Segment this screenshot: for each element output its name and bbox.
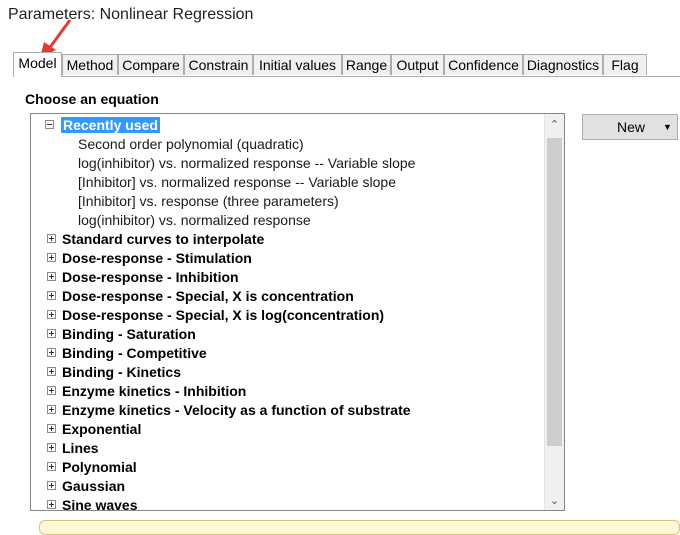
tab-model[interactable]: [13, 52, 62, 77]
tree-group-label: Gaussian: [62, 478, 126, 494]
tree-group-label: Enzyme kinetics - Velocity as a function of substrate: [62, 402, 411, 418]
tree-group-label: Polynomial: [62, 459, 137, 475]
tree-group[interactable]: [47, 230, 264, 249]
tree-item[interactable]: Second order polynomial (quadratic): [78, 136, 304, 152]
tab-diagnostics[interactable]: [523, 54, 603, 75]
info-banner: [39, 520, 680, 535]
tree-group[interactable]: [47, 477, 125, 496]
expand-icon[interactable]: [47, 348, 56, 357]
tree-group[interactable]: [47, 344, 207, 363]
expand-icon[interactable]: [47, 234, 56, 243]
expand-icon[interactable]: [47, 386, 56, 395]
tree-group-label: Standard curves to interpolate: [62, 231, 265, 247]
expand-icon[interactable]: [47, 367, 56, 376]
tab-range[interactable]: [342, 54, 391, 75]
tree-group-label: Dose-response - Stimulation: [62, 250, 252, 266]
tree-item[interactable]: [Inhibitor] vs. normalized response -- Variable slope: [78, 174, 397, 190]
tab-output[interactable]: [391, 54, 444, 75]
tree-group-label: Dose-response - Special, X is concentration: [62, 288, 354, 304]
tree-item[interactable]: log(inhibitor) vs. normalized response -- Variable slope: [78, 155, 416, 171]
tree-group[interactable]: [47, 420, 141, 439]
expand-icon[interactable]: [47, 253, 56, 262]
expand-icon[interactable]: [47, 329, 56, 338]
tree-group-label: Binding - Kinetics: [62, 364, 181, 380]
tab-output-label: Output: [396, 57, 439, 73]
tab-method[interactable]: [62, 54, 118, 75]
section-heading: Choose an equation: [25, 91, 159, 107]
new-equation-button[interactable]: [582, 114, 678, 140]
window-title: Parameters: Nonlinear Regression: [8, 6, 254, 23]
tree-group-recently-used[interactable]: [45, 116, 160, 135]
tree-group[interactable]: [47, 458, 137, 477]
tree-group-label: Recently used: [63, 117, 158, 133]
tree-group[interactable]: [47, 363, 181, 382]
expand-icon[interactable]: [47, 291, 56, 300]
tab-constrain-label: Constrain: [188, 57, 249, 73]
tab-bar: [13, 52, 680, 77]
expand-icon[interactable]: [47, 424, 56, 433]
tree-group[interactable]: [47, 249, 252, 268]
tree-group-label: Dose-response - Inhibition: [62, 269, 239, 285]
tab-compare[interactable]: [118, 54, 184, 75]
tree-group-label: Exponential: [62, 421, 142, 437]
scroll-up-icon[interactable]: ⌃: [549, 119, 560, 131]
tree-group[interactable]: [47, 306, 384, 325]
tree-item[interactable]: [Inhibitor] vs. response (three parameters): [78, 193, 339, 209]
equation-tree[interactable]: [30, 113, 565, 511]
tab-method-label: Method: [66, 57, 114, 73]
new-button-label: New: [617, 119, 646, 135]
expand-icon[interactable]: [47, 481, 56, 490]
tree-group-label: Binding - Saturation: [62, 326, 196, 342]
tab-initial-values[interactable]: [253, 54, 342, 75]
tree-group-label: Sine waves: [62, 497, 138, 511]
expand-icon[interactable]: [47, 443, 56, 452]
tab-initial-values-label: Initial values: [258, 57, 337, 73]
scroll-down-icon[interactable]: ⌄: [549, 495, 560, 507]
tab-flag-label: Flag: [611, 57, 639, 73]
tree-group[interactable]: [47, 325, 196, 344]
expand-icon[interactable]: [47, 272, 56, 281]
tab-compare-label: Compare: [122, 57, 180, 73]
tab-confidence-label: Confidence: [448, 57, 519, 73]
tab-flag[interactable]: [603, 54, 647, 75]
tree-group-label: Enzyme kinetics - Inhibition: [62, 383, 247, 399]
expand-icon[interactable]: [47, 405, 56, 414]
vertical-scrollbar[interactable]: [544, 114, 564, 510]
expand-icon[interactable]: [47, 500, 56, 509]
tab-model-label: Model: [18, 55, 57, 71]
tree-group[interactable]: [47, 287, 354, 306]
tree-group-label: Dose-response - Special, X is log(concentration): [62, 307, 385, 323]
tree-group[interactable]: [47, 439, 99, 458]
tree-group[interactable]: [47, 382, 246, 401]
tab-confidence[interactable]: [444, 54, 523, 75]
tree-group-label: Binding - Competitive: [62, 345, 207, 361]
tree-group-label: Lines: [62, 440, 99, 456]
expand-icon[interactable]: [47, 462, 56, 471]
dropdown-caret-icon[interactable]: ▼: [663, 122, 672, 132]
tab-diagnostics-label: Diagnostics: [526, 57, 600, 73]
collapse-icon[interactable]: [45, 120, 54, 129]
tree-group[interactable]: [47, 496, 138, 511]
tree-group[interactable]: [47, 401, 411, 420]
expand-icon[interactable]: [47, 310, 56, 319]
tab-range-label: Range: [345, 57, 388, 73]
tree-item[interactable]: log(inhibitor) vs. normalized response: [78, 212, 311, 228]
scrollbar-thumb[interactable]: [547, 138, 562, 446]
tree-group[interactable]: [47, 268, 239, 287]
tab-constrain[interactable]: [184, 54, 253, 75]
